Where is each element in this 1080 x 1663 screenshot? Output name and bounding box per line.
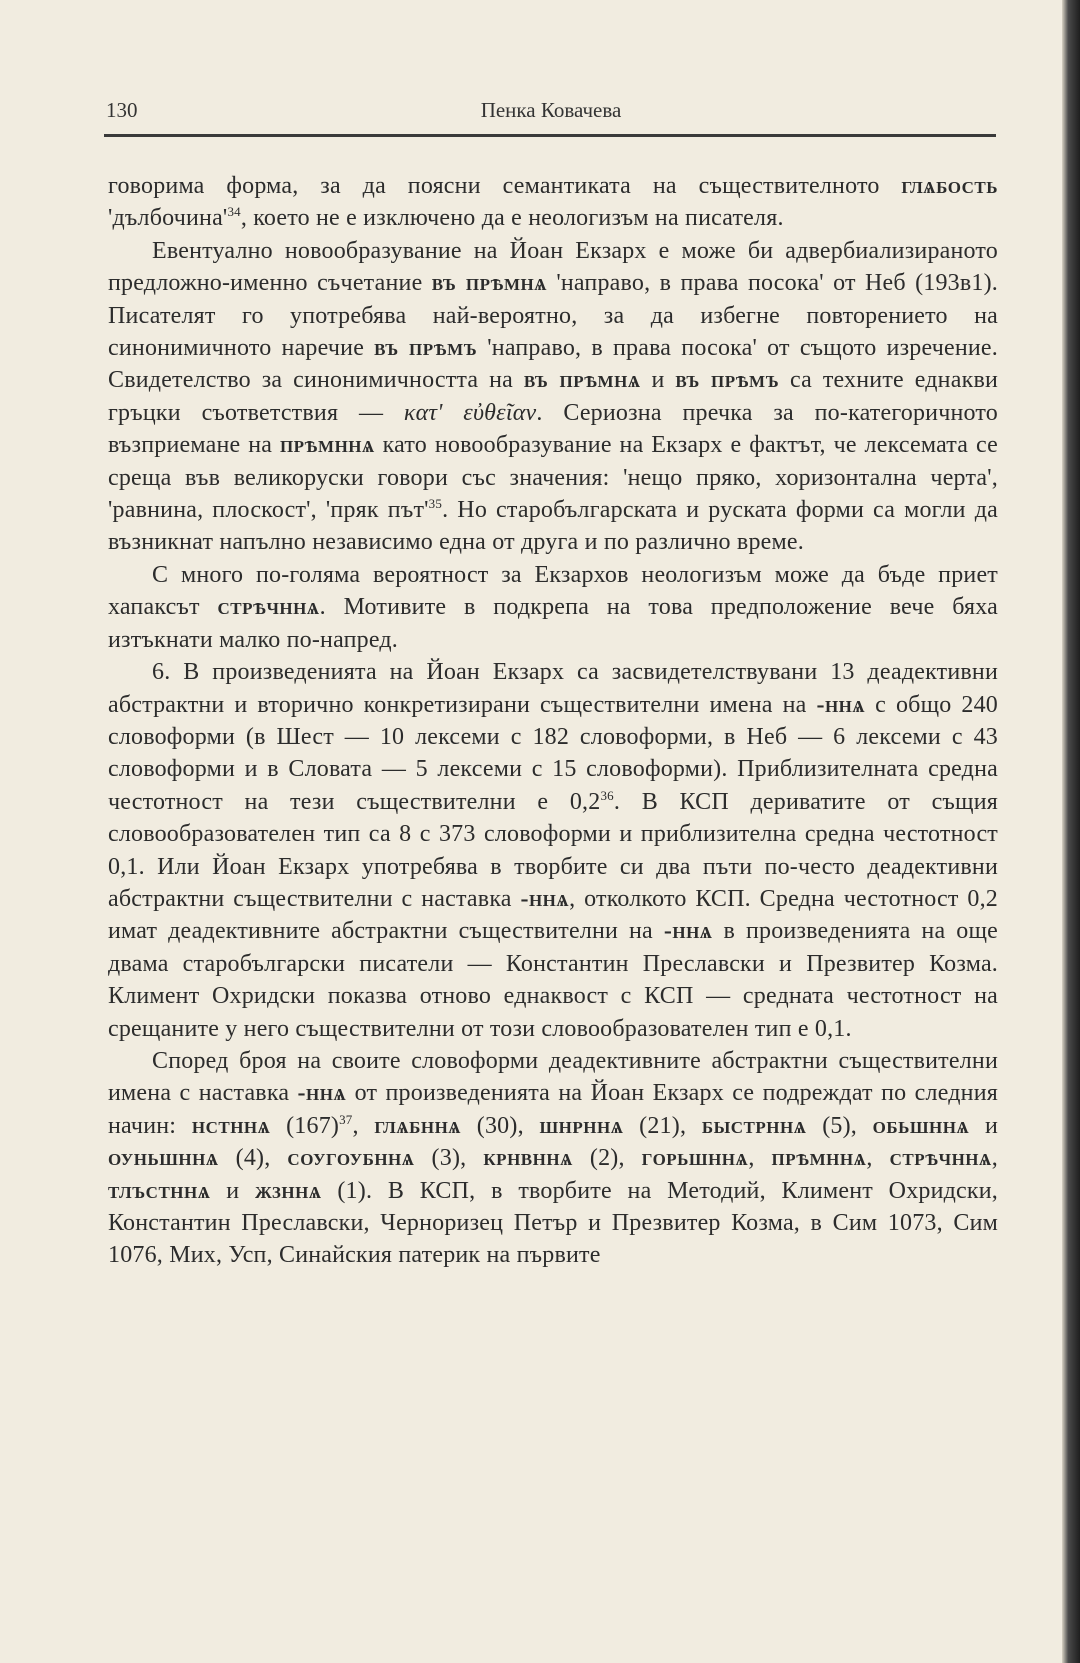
old-slavonic-word: въ прѣмъ <box>374 335 478 362</box>
old-slavonic-word: глѧбннѧ <box>374 1112 462 1139</box>
old-slavonic-word: горьшннѧ <box>641 1145 749 1172</box>
old-slavonic-word: быстрннѧ <box>701 1112 807 1139</box>
paragraph-1: говорима форма, за да поясни семантиката на съществителното глѧбость '$дълбочина'^{34}$, което не е изключено да е неологизъм на писателя. <box>108 173 998 232</box>
old-slavonic-word: -ннѧ <box>520 885 570 912</box>
book-spine-edge <box>1062 0 1080 1663</box>
old-slavonic-word: соугоубннѧ <box>287 1145 415 1172</box>
old-slavonic-word: тлъстннѧ <box>108 1177 211 1204</box>
old-slavonic-word: шнрннѧ <box>539 1112 624 1139</box>
footnote-marker: 35 <box>428 496 443 512</box>
old-slavonic-word: глѧбость <box>901 173 998 199</box>
old-slavonic-word: жзннѧ <box>255 1177 322 1204</box>
old-slavonic-word: въ прѣмнѧ <box>523 367 641 394</box>
old-slavonic-word: прѣмннѧ <box>279 432 375 459</box>
old-slavonic-word: прѣмннѧ <box>771 1145 867 1172</box>
paragraph-2: Евентуално новообразувание на Йоан Екзарх е може би адвербиализираното предложно-именно съчетание въ прѣмнѧ 'направо, в права посока' от Неб (193в1). Писателят го употребява най-вероятно, за да избегне повторението на синонимичното наречие въ прѣмъ 'направо, в права посока' от същото изречение. Свидетелство за синонимичността на въ прѣмнѧ и въ прѣмъ са техните еднакви гръцки съответствия — κατ' εὐθεῖαν. Сериозна пречка за по-категоричното възприемане на прѣмннѧ като новообразувание на Екзарх е фактът, че лексемата се среща във великоруски говори със значения: 'нещо пряко, хоризонтална черта', 'равнина, плоскост', 'пряк $път'^{35}$. Но старобългарската и руската форми са могли да възникнат напълно независимо една от друга и по различно време. <box>108 237 999 556</box>
old-slavonic-word: оуньшннѧ <box>108 1145 219 1172</box>
header-rule <box>104 134 996 137</box>
body-text <box>108 170 998 1272</box>
footnote-marker: 37 <box>339 1111 353 1127</box>
page-header <box>106 98 996 132</box>
paragraph-4: 6. В произведенията на Йоан Екзарх са засвидетелствувани 13 деадективни абстрактни и вторично конкретизирани съществителни имена на -ннѧ с общо 240 словоформи (в Шест — 10 лексеми с 182 словоформи, в Неб — 6 лексеми с 43 словоформи и в Словата — 5 лексеми с 15 словоформи). Приблизителната средна честотност на тези съществителни е $0,2^{36}$. В КСП дериватите от същия словообразователен тип са 8 с 373 словоформи и приблизителна средна честотност 0,1. Или Йоан Екзарх употребява в творбите си два пъти по-често деадективни абстрактни съществителни с наставка -ннѧ, отколкото КСП. Средна честотност 0,2 имат деадективните абстрактни съществителни на -ннѧ в произведенията на още двама старобългарски писатели — Константин Преславски и Презвитер Козма. Климент Охридски показва отново еднаквост с КСП — средната честотност на срещаните у него съществителни от този словообразователен тип е 0,1. <box>108 659 999 1042</box>
running-title: Пенка Ковачева <box>480 98 622 122</box>
footnote-marker: 34 <box>227 204 241 220</box>
greek-word: κατ' εὐθεῖαν <box>403 399 537 426</box>
page-number: 130 <box>106 98 138 122</box>
old-slavonic-word: стрѣчннѧ <box>217 594 320 621</box>
old-slavonic-word: въ прѣмнѧ <box>431 270 547 297</box>
old-slavonic-word: стрѣчннѧ <box>889 1145 992 1172</box>
old-slavonic-word: -ннѧ <box>297 1080 347 1107</box>
footnote-marker: 36 <box>600 787 614 803</box>
old-slavonic-word: въ прѣмъ <box>675 367 780 394</box>
old-slavonic-word: крнвннѧ <box>483 1145 573 1172</box>
old-slavonic-word: -ннѧ <box>816 691 866 718</box>
paragraph-5: Според броя на своите словоформи деадективните абстрактни съществителни имена с наставка -ннѧ от произведенията на Йоан Екзарх се подреждат по следния начин: нстннѧ $(167)^{37}$, глѧбннѧ (30), шнрннѧ (21), быстрннѧ (5), обьшннѧ и оуньшннѧ (4), соугоубннѧ (3), крнвннѧ (2), горьшннѧ, прѣмннѧ, стрѣчннѧ, тлъстннѧ и жзннѧ (1). В КСП, в творбите на Методий, Климент Охридски, Константин Преславски, Черноризец Петър и Презвитер Козма, в Сим 1073, Сим 1076, Мих, Усп, Синайския патерик на първите <box>108 1047 999 1269</box>
old-slavonic-word: нстннѧ <box>191 1112 271 1139</box>
paragraph-3: С много по-голяма вероятност за Екзархов неологизъм може да бъде приет хапаксът стрѣчннѧ. Мотивите в подкрепа на това предположение вече бяха изтъкнати малко по-напред. <box>108 561 998 653</box>
old-slavonic-word: обьшннѧ <box>872 1112 970 1139</box>
old-slavonic-word: -ннѧ <box>663 918 713 945</box>
